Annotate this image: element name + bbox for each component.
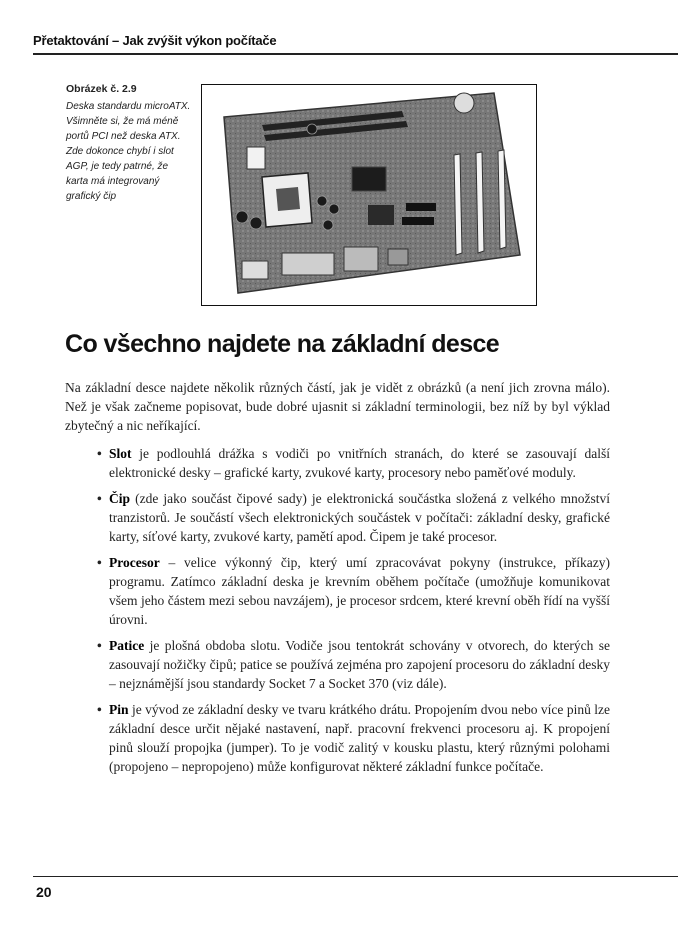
intro-paragraph: Na základní desce najdete několik různých částí, jak je vidět z obrázků (a není jich zrovna málo). Než je však začneme popisovat, bude dobré ujasnit si základní terminologii, bez níž by byl výklad zbytečný a nic neříkající. [65,380,610,433]
motherboard-photo [202,85,535,304]
bullet-icon: • [97,638,102,653]
term-label: Procesor [109,555,160,570]
bullet-icon: • [97,555,102,570]
term-text: je podlouhlá drážka s vodiči po vnitřních stranách, do které se zasouvají další elektronické desky – grafické karty, zvukové karty, procesory nebo paměťové moduly. [109,446,610,480]
footer-rule [33,876,678,877]
bullet-icon: • [97,446,102,461]
page-number: 20 [36,884,52,900]
term-text: je vývod ze základní desky ve tvaru krátkého drátu. Propojením dvou nebo více pinů lze základní desce určit nějaké nastavení, např. pracovní frekvenci procesoru aj. K propojení pinů slouží propojka (jumper). To je vodič zalitý v kousku plastu, který různými polohami (propojeno – nepropojeno) může konfigurovat některé základní funkce počítače. [109,702,610,774]
term-text: (zde jako součást čipové sady) je elektronická součástka složená z velkého množství tranzistorů. Je součástí všech elektronických součástek v počítači: základní desky, grafické karty, síťové karty, zvukové karty, pamětí apod. Čipem je také procesor. [109,491,610,544]
term-label: Čip [109,491,131,506]
figure-caption-text: Deska standardu microATX. Všimněte si, že má méně portů PCI než deska ATX. Zde dokonce chybí i slot AGP, je tedy patrné, že karta má integrovaný grafický čip [66,101,191,202]
term-text: – velice výkonný čip, který umí zpracovávat pokyny (instrukce, příkazy) programu. Zatímco základní deska je krevním oběhem počítače (umožňuje komunikovat všem jeho částem mezi sebou navzájem), je procesor srdcem, které krevní oběh řídí na vyšší úrovni. [109,555,610,627]
term-label: Patice [109,638,145,653]
list-item-pin [97,700,610,776]
term-label: Pin [109,702,129,717]
list-item-slot [97,444,610,482]
motherboard-figure [201,84,537,306]
list-item-procesor [97,553,610,629]
header-rule [33,53,678,55]
bullet-icon: • [97,702,102,717]
term-list [97,444,610,783]
list-item-cip [97,489,610,546]
term-text: je plošná obdoba slotu. Vodiče jsou tentokrát schovány v otvorech, do kterých se zasouvají nožičky čipů; patice se používá zejména pro zapojení procesoru do základní desky – nejznámější jsou standardy Socket 7 a Socket 370 (viz dále). [109,638,610,691]
section-heading: Co všechno najdete na základní desce [65,330,500,358]
term-label: Slot [109,446,132,461]
figure-caption [66,82,192,204]
list-item-patice [97,636,610,693]
bullet-icon: • [97,491,102,506]
running-header: Přetaktování – Jak zvýšit výkon počítače [33,33,277,48]
figure-caption-title: Obrázek č. 2.9 [66,83,137,95]
